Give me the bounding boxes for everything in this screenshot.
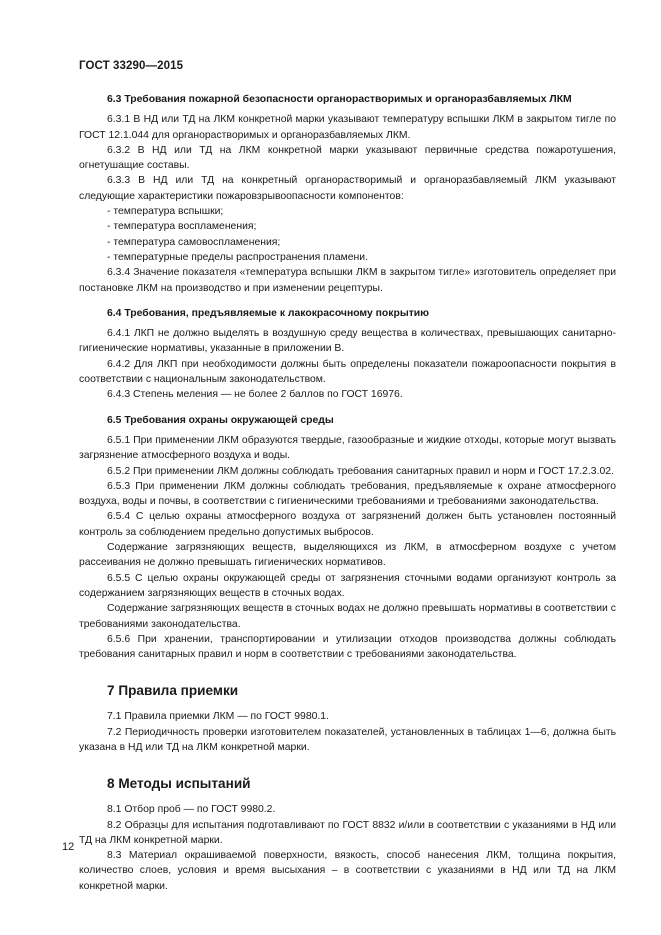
paragraph-8-3: 8.3 Материал окрашиваемой поверхности, вязкость, способ нанесения ЛКМ, толщина покрытия, количество слоев, условия и время высыхания – в соответствии с указаниями в НД или ТД на ЛКМ конкретной марки. [79, 850, 616, 892]
list-item: - температура воспламенения; [107, 221, 257, 233]
list-item: - температурные пределы распространения пламени. [107, 251, 368, 263]
document-header: ГОСТ 33290—2015 [79, 60, 184, 72]
paragraph-6-5-4: 6.5.4 С целью охраны атмосферного воздуха от загрязнений должен быть установлен постоянный контроль за соблюдением предельно допустимых выбросов. [79, 511, 616, 538]
paragraph-6-4-2: 6.4.2 Для ЛКП при необходимости должны быть определены показатели пожароопасности покрытия в соответствии с национальным законодательством. [79, 358, 616, 386]
paragraph-6-4-3: 6.4.3 Степень меления — не более 2 баллов по ГОСТ 16976. [107, 389, 403, 401]
paragraph-6-5-6: 6.5.6 При хранении, транспортировании и утилизации отходов производства должны соблюдать требования санитарных правил и норм в соответствии с требованиями законодательства. [79, 633, 616, 661]
section-6-4-heading: 6.4 Требования, предъявляемые к лакокрасочному покрытию [107, 307, 430, 319]
page-number: 12 [62, 841, 75, 853]
paragraph-7-2: 7.2 Периодичность проверки изготовителем показателей, установленных в таблицах 1—6, должна быть указана в НД или ТД на ЛКМ конкретной марки. [79, 726, 616, 753]
paragraph-6-5-2: 6.5.2 При применении ЛКМ должны соблюдать требования санитарных правил и норм и ГОСТ 17.2.3.02. [107, 465, 614, 477]
paragraph-8-2: 8.2 Образцы для испытания подготавливают по ГОСТ 8832 и/или в соответствии с указаниями в НД или ТД на ЛКМ конкретной марки. [79, 819, 616, 846]
paragraph-6-4-1: 6.4.1 ЛКП не должно выделять в воздушную среду вещества в количествах, превышающих санитарно-гигиенические нормативы, указанные в приложении В. [79, 328, 616, 355]
list-item: - температура вспышки; [107, 206, 224, 218]
section-8-heading: 8 Методы испытаний [107, 776, 251, 792]
section-7-heading: 7 Правила приемки [107, 683, 239, 699]
paragraph-8-1: 8.1 Отбор проб — по ГОСТ 9980.2. [107, 804, 276, 816]
section-6-5-heading: 6.5 Требования охраны окружающей среды [107, 414, 334, 426]
list-item: - температура самовоспламенения; [107, 236, 281, 248]
paragraph-6-3-3: 6.3.3 В НД или ТД на конкретный органорастворимый и органоразбавляемый ЛКМ указывают следующие характеристики пожаровзрывоопасности компонентов: [79, 175, 616, 202]
paragraph-6-3-2: 6.3.2 В НД или ТД на ЛКМ конкретной марки указывают первичные средства пожаротушения, огнетушащие составы. [79, 144, 616, 172]
paragraph-6-5-4-continued: Содержание загрязняющих веществ, выделяющихся из ЛКМ, в атмосферном воздухе с учетом рассеивания не должно превышать гигиенических нормативов. [79, 542, 616, 569]
document-body [79, 92, 616, 894]
paragraph-6-5-1: 6.5.1 При применении ЛКМ образуются твердые, газообразные и жидкие отходы, которые могут вызвать загрязнение атмосферного воздуха и воды. [79, 434, 616, 462]
paragraph-6-5-3: 6.5.3 При применении ЛКМ должны соблюдать требования, предъявляемые к охране атмосферного воздуха, воды и почвы, в соответствии с гигиеническими требованиями и требованиями законодательства. [79, 480, 616, 508]
paragraph-7-1: 7.1 Правила приемки ЛКМ — по ГОСТ 9980.1. [107, 711, 329, 723]
paragraph-6-3-4: 6.3.4 Значение показателя «температура вспышки ЛКМ в закрытом тигле» изготовитель определяет при постановке ЛКМ на производство и при изменении рецептуры. [79, 267, 616, 294]
paragraph-6-3-1: 6.3.1 В НД или ТД на ЛКМ конкретной марки указывают температуру вспышки ЛКМ в закрытом тигле по ГОСТ 12.1.044 для органорастворимых и органоразбавляемых ЛКМ. [79, 114, 616, 141]
section-6-3-heading: 6.3 Требования пожарной безопасности органорастворимых и органоразбавляемых ЛКМ [107, 94, 572, 105]
paragraph-6-5-5: 6.5.5 С целью охраны окружающей среды от загрязнения сточными водами организуют контроль за содержанием загрязняющих веществ в сточных водах. [79, 572, 616, 599]
paragraph-6-5-5-continued: Содержание загрязняющих веществ в сточных водах не должно превышать нормативы в соответствии с требованиями законодательства. [79, 603, 616, 630]
